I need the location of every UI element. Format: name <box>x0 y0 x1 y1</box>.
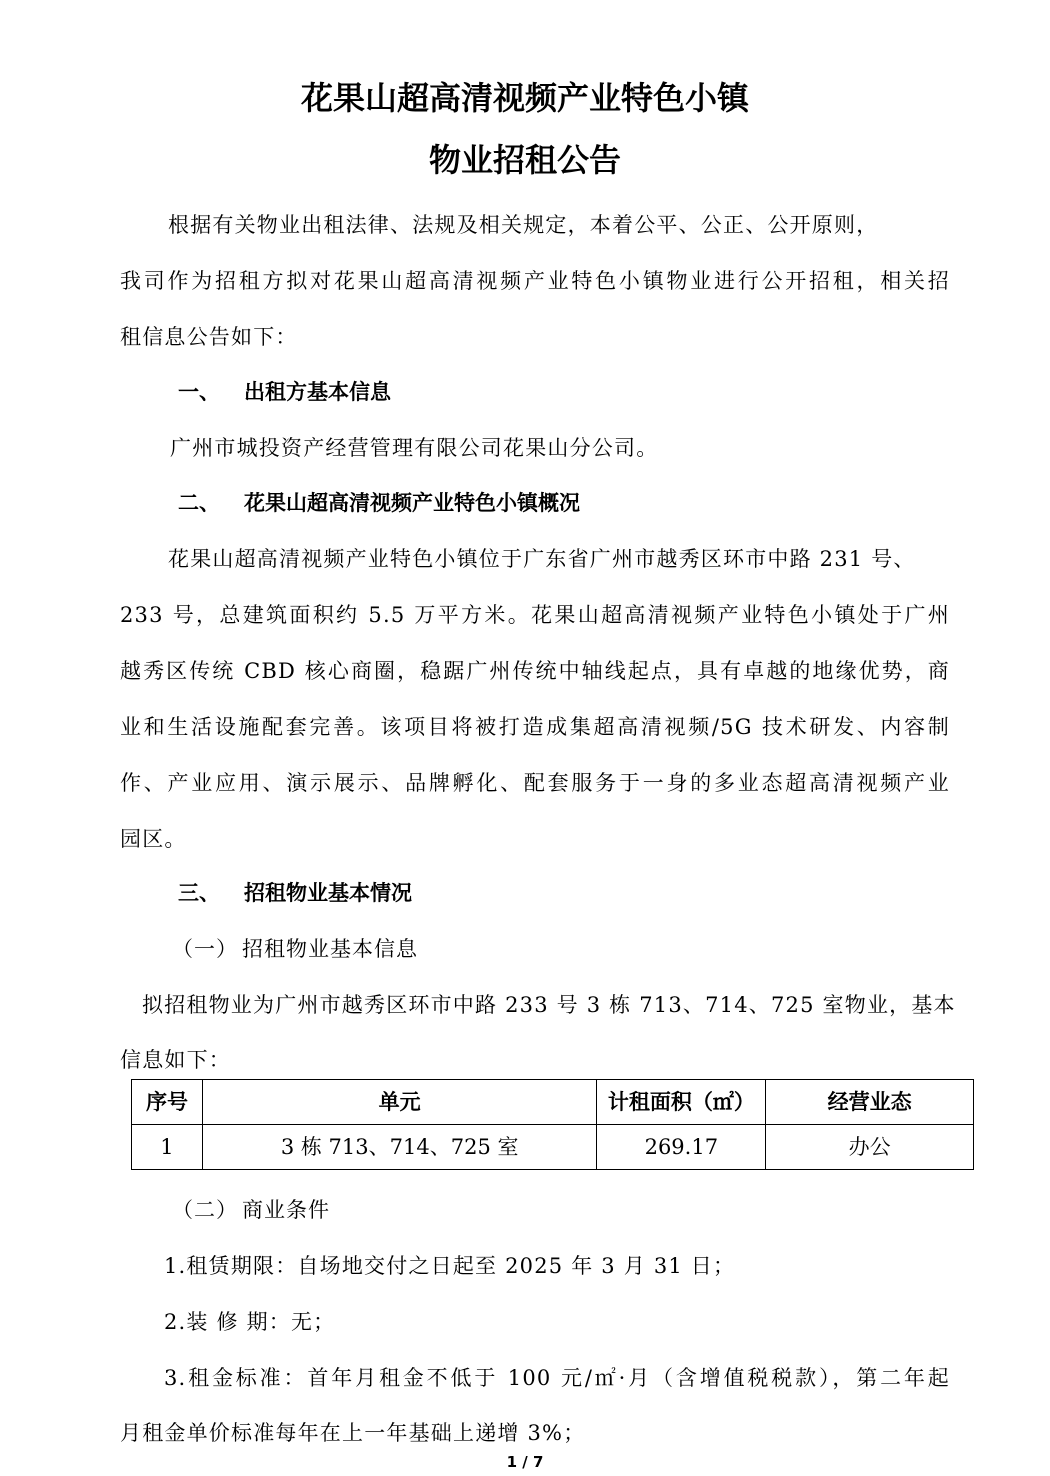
section-3-title: 招租物业基本情况 <box>244 881 412 905</box>
subsection-1-body-line-2: 信息如下： <box>120 1048 231 1072</box>
intro-line-3: 租信息公告如下： <box>120 325 298 349</box>
section-2-title: 花果山超高清视频产业特色小镇概况 <box>244 491 580 515</box>
subsection-1-title: 招租物业基本信息 <box>242 937 418 961</box>
table-cell-business-type: 办公 <box>766 1125 974 1170</box>
subsection-1-body-line-1: 拟招租物业为广州市越秀区环市中路 233 号 3 栋 713、714、725 室物业，基本 <box>142 993 956 1017</box>
commercial-term-3: 3.租金标准：首年月租金不低于 100 元/㎡·月（含增值税税款），第二年起 <box>164 1366 950 1390</box>
subsection-1-number: （一） <box>172 937 238 961</box>
section-2-body-line-4: 业和生活设施配套完善。该项目将被打造成集超高清视频/5G 技术研发、内容制 <box>120 715 950 739</box>
section-3-number: 三、 <box>178 881 220 905</box>
subsection-2-number: （二） <box>172 1198 238 1222</box>
section-1-number: 一、 <box>178 380 220 404</box>
section-2-body-line-5: 作、产业应用、演示展示、品牌孵化、配套服务于一身的多业态超高清视频产业 <box>120 771 950 795</box>
commercial-term-1: 1.租赁期限：自场地交付之日起至 2025 年 3 月 31 日； <box>164 1254 736 1278</box>
section-3-heading <box>178 878 412 908</box>
document-title-line1: 花果山超高清视频产业特色小镇 <box>300 79 749 117</box>
table-header-area: 计租面积（㎡） <box>597 1080 766 1125</box>
table-header-unit: 单元 <box>202 1080 596 1125</box>
table-header-business-type: 经营业态 <box>766 1080 974 1125</box>
commercial-term-2: 2.装 修 期：无； <box>164 1310 336 1334</box>
section-1-title: 出租方基本信息 <box>244 380 391 404</box>
subsection-2-title: 商业条件 <box>242 1198 330 1222</box>
subsection-2-heading <box>172 1195 330 1225</box>
commercial-term-3-continued: 月租金单价标准每年在上一年基础上递增 3%； <box>120 1421 586 1445</box>
table-cell-unit: 3 栋 713、714、725 室 <box>202 1125 596 1170</box>
page-number: 1 / 7 <box>506 1453 544 1471</box>
section-2-number: 二、 <box>178 491 220 515</box>
section-2-body-line-3: 越秀区传统 CBD 核心商圈，稳踞广州传统中轴线起点，具有卓越的地缘优势，商 <box>120 659 950 683</box>
table-header-row <box>132 1080 974 1125</box>
section-2-body-line-6: 园区。 <box>120 827 187 851</box>
section-2-body-line-2: 233 号，总建筑面积约 5.5 万平方米。花果山超高清视频产业特色小镇处于广州 <box>120 603 950 627</box>
intro-line-2: 我司作为招租方拟对花果山超高清视频产业特色小镇物业进行公开招租，相关招 <box>120 269 950 293</box>
property-table <box>131 1079 974 1170</box>
document-title-line2: 物业招租公告 <box>428 141 621 179</box>
section-2-heading <box>178 488 580 518</box>
table-cell-index: 1 <box>132 1125 203 1170</box>
section-1-body: 广州市城投资产经营管理有限公司花果山分公司。 <box>170 436 659 460</box>
section-2-body-line-1: 花果山超高清视频产业特色小镇位于广东省广州市越秀区环市中路 231 号、 <box>168 547 916 571</box>
table-header-index: 序号 <box>132 1080 203 1125</box>
intro-line-1: 根据有关物业出租法律、法规及相关规定，本着公平、公正、公开原则， <box>168 213 879 237</box>
table-row <box>132 1125 974 1170</box>
table-cell-area: 269.17 <box>597 1125 766 1170</box>
section-1-heading <box>178 377 391 407</box>
subsection-1-heading <box>172 934 418 964</box>
